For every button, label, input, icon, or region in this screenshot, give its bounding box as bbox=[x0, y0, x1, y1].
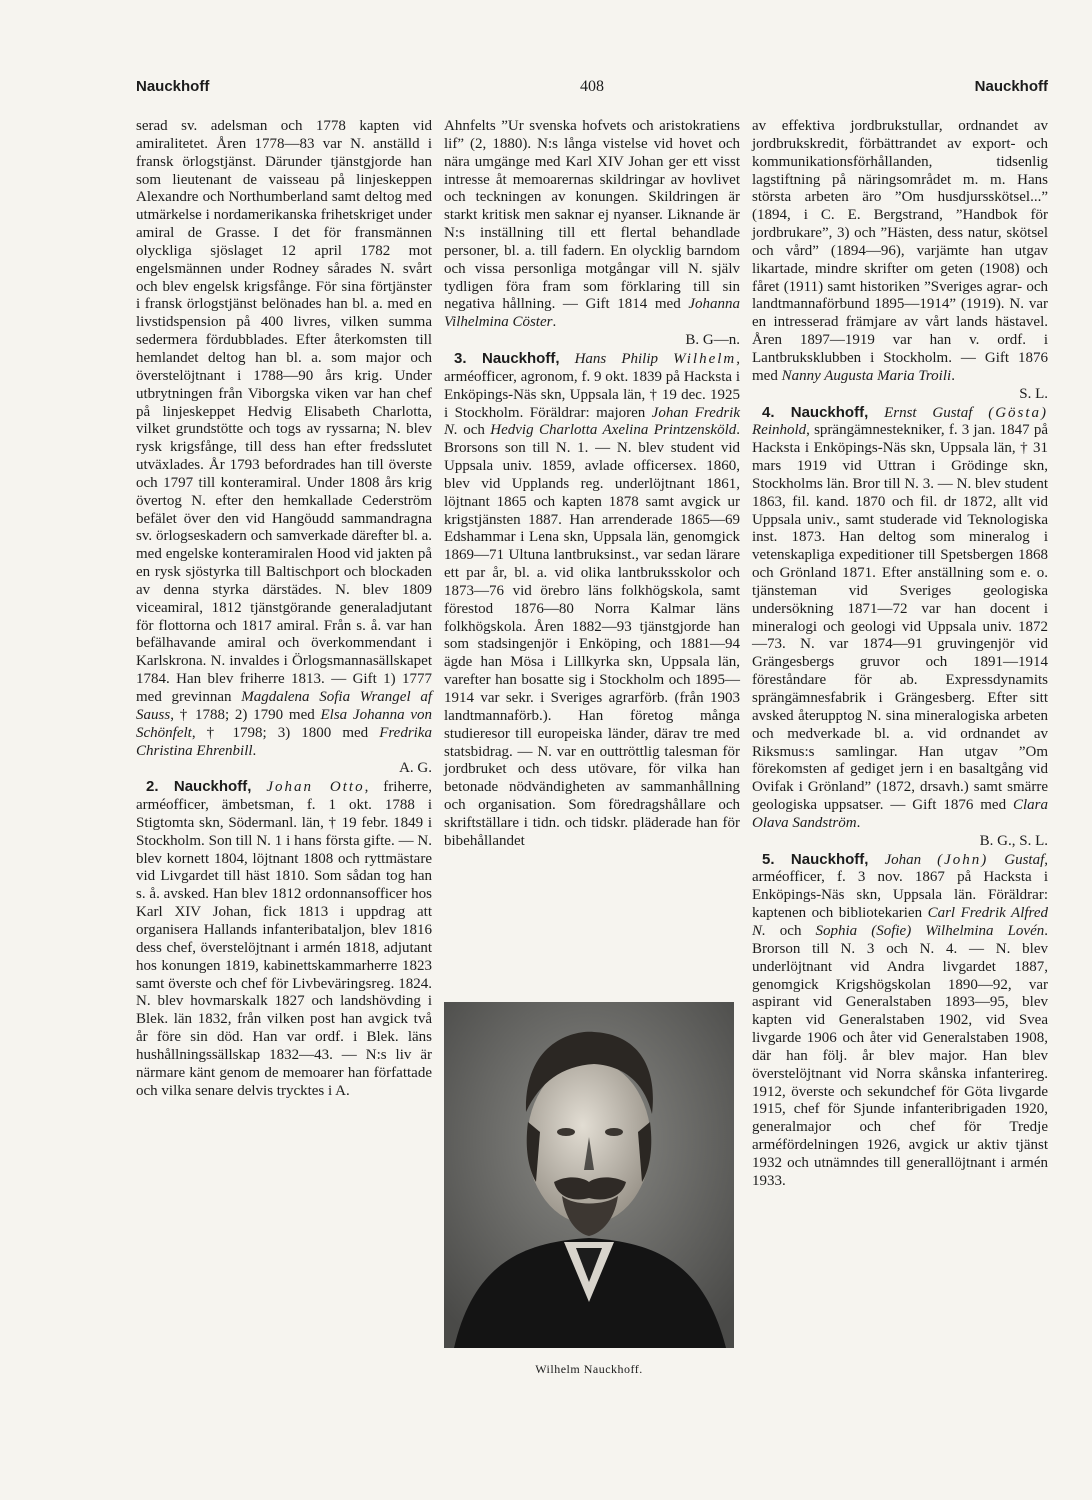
portrait-illustration bbox=[444, 1002, 734, 1348]
entry-1-continuation: serad sv. adelsman och 1778 kapten vid amiralitetet. Åren 1778—83 var N. anställd i fransk örlogstjänst. Därunder tjänstgjorde han som lieutenant de vaisseau på linjeskeppen Alexandre och Northumberland samt deltog med utmärkelse i nordamerikanska frihetskriget under amiral de Grasse. I det för fransmännen olyckliga sjöslaget 12 april 1782 mot engelsmännen under Rodney sårades N. svårt och blev engelsk krigsfånge. För sina förtjänster i fransk örlogstjänst belönades han bl. a. med en livstidspension på 400 livres, vilken summa sedermera fördubblades. Efter återkomsten till hemlandet deltog han bl. a. som major och överstelöjtnant i 1788—90 års krig. Under utbrytningen från Viborgska viken var han chef på linjeskeppet Hedvig Elisabeth Charlotta, vilket grundstötte och togs av ryssarna; N. blev rysk krigsfånge, till dess han efter fredsslutet utväxlades. År 1793 befordrades han till överste och 1797 till konteramiral. Under 1808 års krig övertog N. efter den hemkallade Cederström befälet över den vid Hangöudd sammandragna sv. örlogseskadern och samverkade därefter bl. a. med engelske konteramiralen Hood vid jakten på en rysk sjöstyrka till Baltischport och blockaden av denna styrka därstädes. N. blev 1809 viceamiral, 1812 tjänstgörande generaladjutant för flottorna och 1817 amiral. Från s. å. var han befälhavande amiral och överkommendant i Karlskrona. N. invaldes i Örlogsmannasällskapet 1784. Han blev friherre 1813. — Gift 1) 1777 med grevinnan Magdalena Sofia Wrangel af Sauss, † 1788; 2) 1790 med Elsa Johanna von Schönfelt, † 1798; 3) 1800 med Fredrika Christina Ehrenbill. bbox=[136, 118, 433, 759]
entry-5: 5. Nauckhoff, Johan (John) Gustaf, arméofficer, f. 3 nov. 1867 på Hacksta i Enköpings-Näs skn, Uppsala län. Föräldrar: kaptenen och bibliotekarien Carl Fredrik Alfred N. och Sophia (Sofie) Wilhelmina Lovén. Brorson till N. 3 och N. 4. — N. blev underlöjtnant vid Andra livgardet 1887, genomgick Krigshögskolan 1890—92, var aspirant vid Generalstaben 1893—95, blev kapten vid Generalstaben 1902, vid Svea livgarde 1906 och åter vid Generalstaben 1908, där han följ. år blev major. Han blev överstelöjtnant vid Norra skånska infanterireg. 1912, överste och sekundchef för Göta livgarde 1915, chef för Sjunde infanteribrigaden 1920, generalmajor och chef för Tredje arméfördelningen 1926, avgick ur aktiv tjänst 1932 och utnämndes till generallöjtnant i armén 1933. bbox=[752, 850, 1049, 1189]
portrait-photo bbox=[444, 1002, 734, 1348]
signature: B. G., S. L. bbox=[979, 832, 1048, 849]
page-header bbox=[136, 78, 1048, 100]
entry-4-heading: 4. Nauckhoff, bbox=[762, 403, 869, 421]
column-2 bbox=[444, 118, 740, 851]
page-number: 408 bbox=[580, 78, 604, 95]
entry-2-continuation: Ahnfelts ”Ur svenska hofvets och aristokratiens lif” (2, 1880). N:s långa vistelse vid hovet och nära umgänge med Karl XIV Johan ger ett visst intresse åt memoarernas skildringar av hovlivet och teckningen av konungen. Skildringen är starkt kritisk men saknar ej nyanser. Liknande är N:s inställning till ett flertal behandlade personer, bl. a. till fadern. En olycklig barndom och vissa personliga motgångar vill N. själv tydligen föra fram som förklaring till sin negativa hållning. — Gift 1814 med Johanna Vilhelmina Cöster. bbox=[444, 118, 740, 331]
column-3 bbox=[752, 118, 1048, 1191]
entry-3: 3. Nauckhoff, Hans Philip Wilhelm, arméofficer, agronom, f. 9 okt. 1839 på Hacksta i Enköpings-Näs skn, Uppsala län, † 19 dec. 1925 i Stockholm. Föräldrar: majoren Johan Fredrik N. och Hedvig Charlotta Axelina Printzensköld. Brorsons son till N. 1. — N. blev student vid Uppsala univ. 1859, avlade officersex. 1860, blev vid Upplands reg. underlöjtnant 1861, löjtnant 1865 och kapten 1878 samt avgick ur krigstjänsten 1887. Han arrenderade 1865—69 Edshammar i Lena skn, Uppsala län, genomgick 1869—71 Ultuna lantbruksinst., var sedan lärare ett par år, bl. a. vid olika lantbruksskolor och 1873—76 vid örebro läns folkhögskola, samt förestod 1876—80 Norra Kalmar läns folkhögskola. Åren 1882—93 tjänstgjorde han som stadsingenjör i Enköping, och 1881—94 ägde han Mösa i Lillkyrka skn, Uppsala län, varefter han bosatte sig i Stockholm och 1895—1914 var sekr. i Sveriges agrarförb. (från 1903 landtmannaförb.). Han företog många studieresor till europeiska länder, därav tre med statsbidrag. — N. var en outtröttlig talesman för jordbruket och dess utövare, för vilka han betonade nödvändigheten av sammanhållning och organisation. Som föredragshållare och skriftställare i tidn. och tidskr. pläderade han för bibehållandet bbox=[444, 349, 741, 849]
entry-3-continuation: av effektiva jordbrukstullar, ordnandet av jordbrukskredit, förbättrandet av export- och kommunikationsförhållanden, tidsenlig lagstiftning på näringsområdet m. m. Hans största arbeten äro ”Om husdjursskötsel...” (1894, i C. E. Bergstrand, ”Handbok för jordbrukare”, 3) och ”Hästen, dess natur, skötsel och vård” (1894—96), varjämte han utgav likartade, mindre skrifter om geten (1908) och fåret (1911) samt historiken ”Sveriges agrar- och landtmannaförbund 1895—1914” (1919). N. var en intresserad främjare av vårt lands hästavel. Åren 1897—1919 var han v. ordf. i Lantbruksklubben i Stockholm. — Gift 1876 med Nanny Augusta Maria Troili. bbox=[752, 118, 1048, 384]
running-head-right: Nauckhoff bbox=[974, 78, 1048, 95]
signature: S. L. bbox=[1019, 385, 1048, 402]
photo-caption: Wilhelm Nauckhoff. bbox=[535, 1362, 643, 1376]
signature: B. G—n. bbox=[685, 332, 740, 349]
entry-3-heading: 3. Nauckhoff, bbox=[454, 349, 560, 367]
entry-2-heading: 2. Nauckhoff, bbox=[146, 778, 252, 796]
entry-2: 2. Nauckhoff, Johan Otto, friherre, arméofficer, ämbetsman, f. 1 okt. 1788 i Stigtomta skn, Södermanl. län, † 19 febr. 1849 i Stockholm. Son till N. 1 i hans första gifte. — N. blev kornett 1804, löjtnant 1808 och ryttmästare vid Livgardet till häst 1810. Som sådan tog han s. å. avsked. Han blev 1812 ordonnansofficer hos Karl XIV Johan, fick 1813 i uppdrag att organisera Hallands infanteribataljon, blev 1816 dess chef, överstelöjtnant i armén 1818, adjutant hos konungen 1819, kabinettskammarherre 1823 samt överste och chef för Livbeväringsreg. 1824. N. blev hovmarskalk 1827 och landshövding i Blek. län 1832, från vilken post han avgick två år före sin död. Han var ordf. i Blek. läns hushållningssällskap 1832—43. — N:s liv är närmare känt genom de memoarer han författade och vilka senare delvis trycktes i A. bbox=[136, 778, 433, 1099]
entry-4: 4. Nauckhoff, Ernst Gustaf (Gösta) Reinhold, sprängämnestekniker, f. 3 jan. 1847 på Hacksta i Enköpings-Näs skn, Uppsala län, † 31 mars 1919 vid Uttran i Grödinge skn, Stockholms län. Bror till N. 3. — N. blev student 1863, fil. kand. 1870 och fil. dr 1872, allt vid Uppsala univ., samt studerade vid Teknologiska inst. 1873. Han deltog som mineralog i vetenskapliga expeditioner till Spetsbergen 1868 och Grönland 1871. Efter anställning som e. o. tjänsteman vid Sveriges geologiska undersökning 1871—72 var han docent i mineralogi och geologi vid Uppsala univ. 1872—73. N. var 1874—91 gruvingenjör vid Grängesbergs gruvor och 1891—1914 föreståndare för ab. Expressdynamits sprängämnesfabrik i Grängesberg. Efter sitt avsked återupptog N. sina mineralogiska arbeten och medverkade bl. a. vid ordnandet av Riksmus:s samlingar. Han utgav ”Om förekomsten af gediget jern i en basaltgång vid Ovifak i Grönland” (1872, drsavh.) samt smärre geologiska uppsatser. — Gift 1876 med Clara Olava Sandström. bbox=[752, 403, 1049, 831]
running-head-left: Nauckhoff bbox=[136, 78, 210, 95]
column-1 bbox=[136, 118, 432, 1100]
signature: A. G. bbox=[399, 760, 432, 777]
entry-5-heading: 5. Nauckhoff, bbox=[762, 850, 869, 868]
